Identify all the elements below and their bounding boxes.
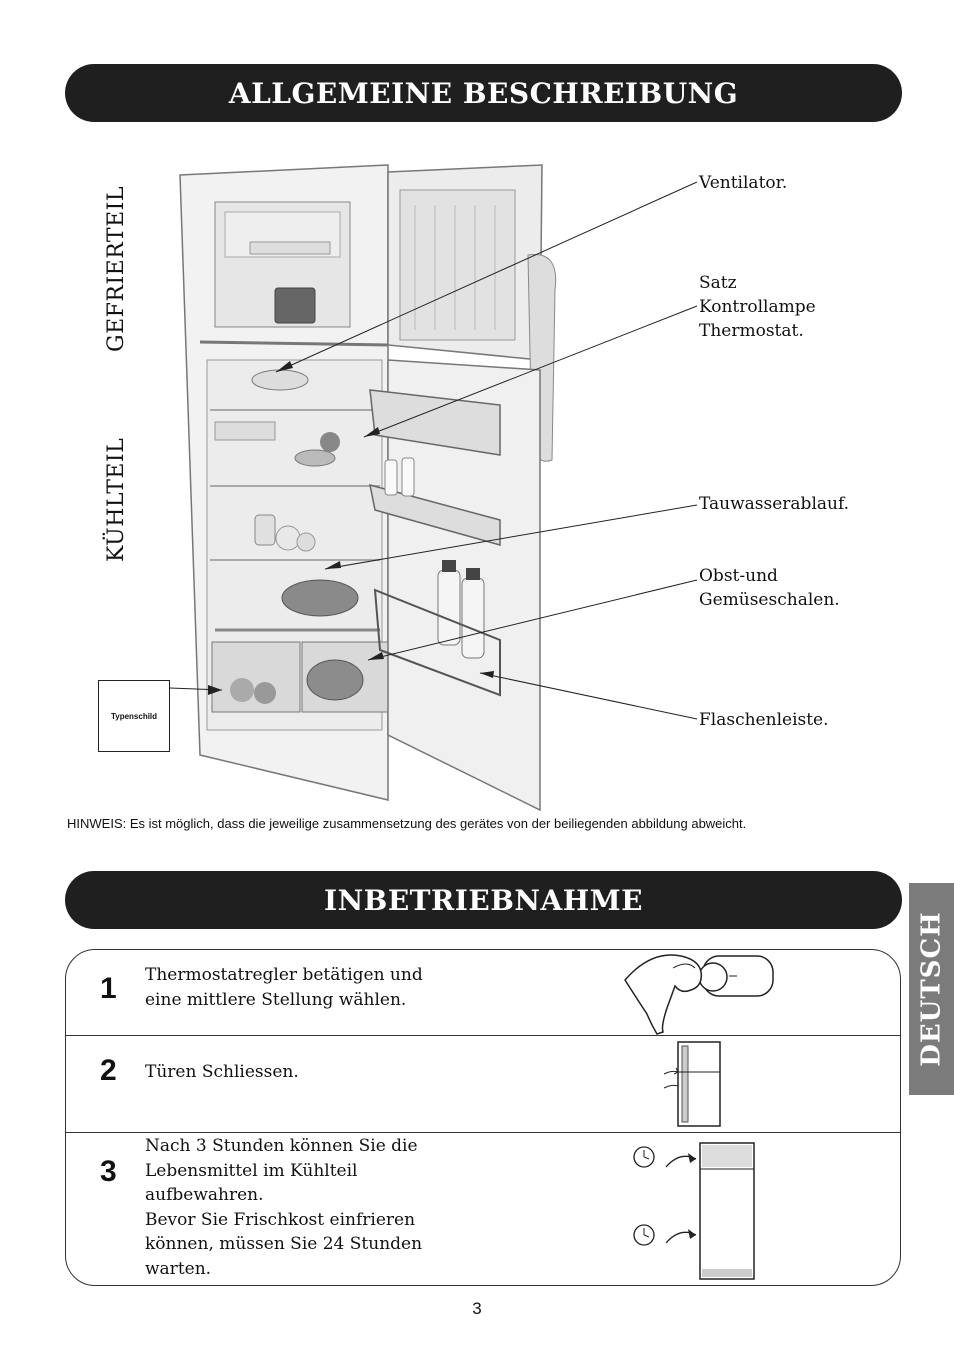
thermostat-hand-icon (621, 950, 781, 1036)
step-2 (66, 1036, 900, 1133)
rating-plate-label: Typenschild (98, 680, 170, 752)
step-number: 2 (100, 1054, 117, 1087)
callout-control-set: Satz Kontrollampe Thermostat. (699, 273, 816, 341)
step-text: Nach 3 Stunden können Sie die Lebensmittel im Kühlteil aufbewahren. Bevor Sie Frischkost einfrieren können, müssen Sie 24 Stunden warten. (145, 1136, 423, 1279)
callout-drain: Tauwasserablauf. (699, 494, 850, 514)
callout-bottle-rack: Flaschenleiste. (699, 710, 829, 730)
page-number: 3 (472, 1299, 482, 1318)
step-number: 3 (100, 1155, 117, 1188)
section-title-description: ALLGEMEINE BESCHREIBUNG (65, 64, 902, 122)
step-number: 1 (100, 972, 117, 1005)
language-tab (909, 883, 954, 1095)
step-text: Thermostatregler betätigen und eine mittlere Stellung wählen. (145, 965, 423, 1010)
fridge-label: KÜHLTEIL (104, 437, 129, 562)
language-tab-label: DEUTSCH (916, 911, 947, 1067)
callout-crisper: Obst-und Gemüseschalen. (699, 566, 840, 610)
step-1 (66, 950, 900, 1036)
step-text: Türen Schliessen. (145, 1062, 299, 1082)
freezer-label: GEFRIERTEIL (104, 186, 129, 352)
section-title-startup: INBETRIEBNAHME (65, 871, 902, 929)
steps-box (65, 949, 901, 1286)
callout-fan: Ventilator. (699, 173, 788, 193)
note-text: HINWEIS: Es ist möglich, dass die jeweilige zusammensetzung des gerätes von der beiliegenden abbildung abweicht. (67, 816, 747, 831)
closed-fridge-icon (656, 1038, 726, 1132)
timer-fridge-icon (626, 1139, 766, 1285)
step-3 (66, 1133, 900, 1286)
